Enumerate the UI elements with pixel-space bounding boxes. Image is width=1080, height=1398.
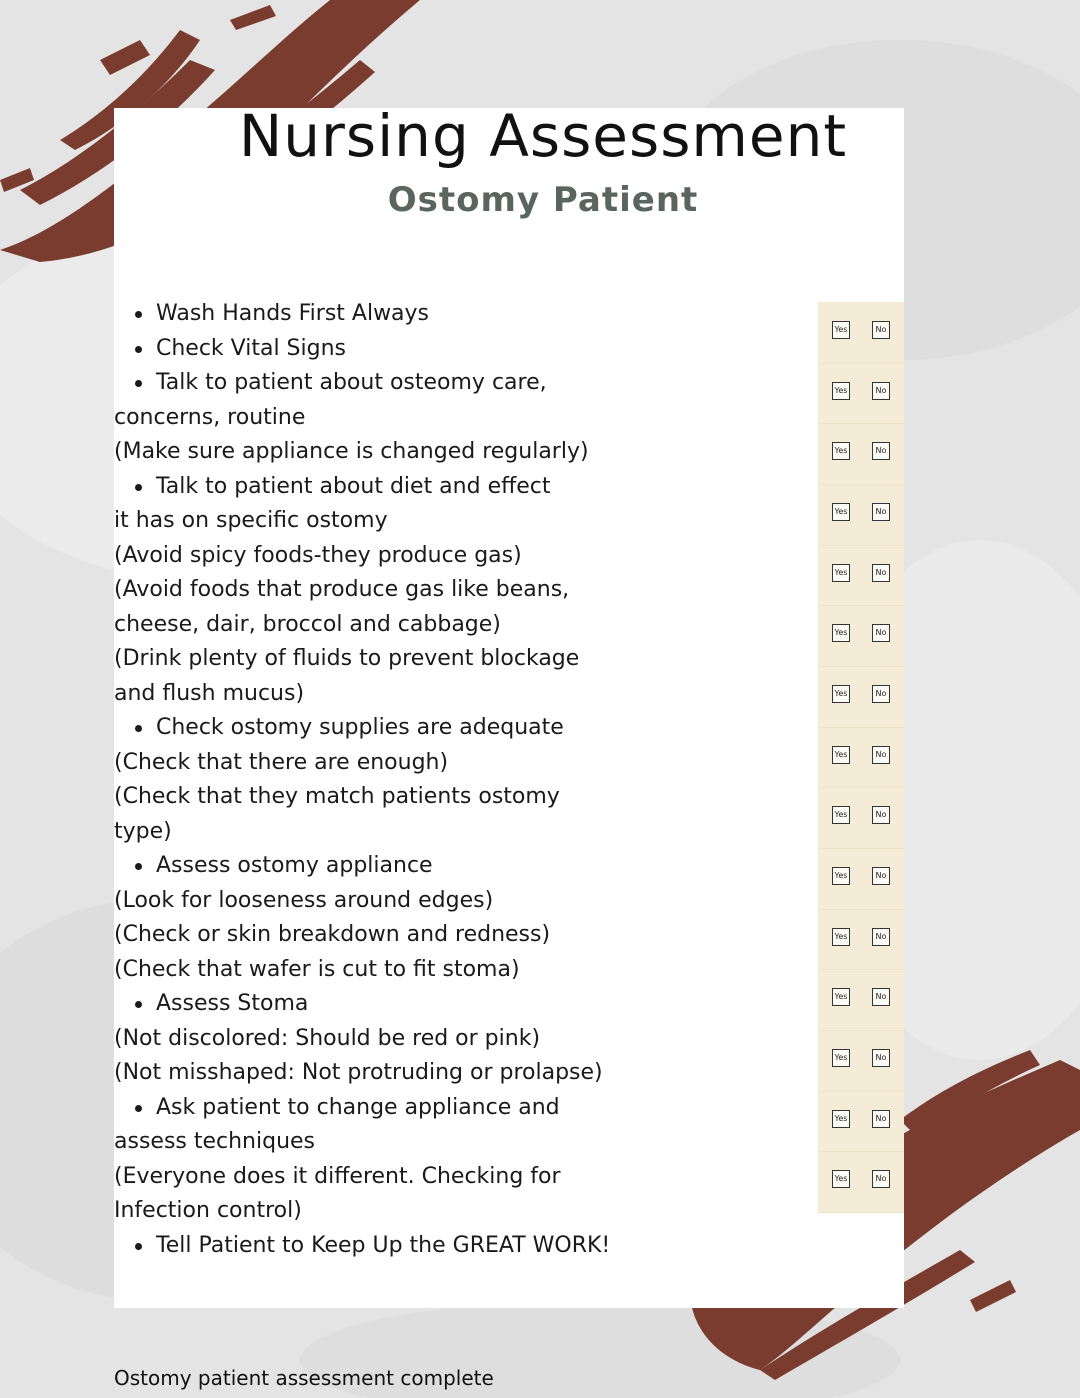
bullet-item: Wash Hands First Always [114,297,814,332]
yes-checkbox[interactable]: Yes [832,321,850,339]
no-checkbox[interactable]: No [872,503,890,521]
yes-checkbox[interactable]: Yes [832,1170,850,1188]
bullet-item: Talk to patient about osteomy care, [114,366,814,401]
bullet-item: Check Vital Signs [114,332,814,367]
yes-checkbox[interactable]: Yes [832,746,850,764]
yes-checkbox[interactable]: Yes [832,685,850,703]
yes-checkbox[interactable]: Yes [832,928,850,946]
note-line: (Drink plenty of fluids to prevent blockage [114,646,580,671]
note-line: and flush mucus) [114,680,305,706]
no-checkbox[interactable]: No [872,806,890,824]
checklist-row [818,666,904,728]
checklist-row [818,787,904,849]
assessment-list [114,297,814,1263]
bullet-item: Tell Patient to Keep Up the GREAT WORK! [114,1229,814,1264]
checklist-row [818,969,904,1031]
note-line: (Check or skin breakdown and redness) [114,922,551,947]
note-line: (Avoid spicy foods-they produce gas) [114,542,522,568]
yes-checkbox[interactable]: Yes [832,442,850,460]
no-checkbox[interactable]: No [872,988,890,1006]
no-checkbox[interactable]: No [872,382,890,400]
checklist-row [818,302,904,364]
bullet-item: Ask patient to change appliance and [114,1091,814,1126]
no-checkbox[interactable]: No [872,928,890,946]
checklist-row [818,1151,904,1213]
checklist-row [818,484,904,546]
no-checkbox[interactable]: No [872,1170,890,1188]
no-checkbox[interactable]: No [872,321,890,339]
note-line: type) [114,818,172,844]
no-checkbox[interactable]: No [872,685,890,703]
yes-checkbox[interactable]: Yes [832,564,850,582]
no-checkbox[interactable]: No [872,564,890,582]
yes-checkbox[interactable]: Yes [832,503,850,521]
bullet-item: Check ostomy supplies are adequate [114,711,814,746]
checklist-row [818,909,904,971]
no-checkbox[interactable]: No [872,867,890,885]
no-checkbox[interactable]: No [872,624,890,642]
checklist-row [818,1091,904,1153]
yes-checkbox[interactable]: Yes [832,624,850,642]
note-line: Infection control) [114,1198,302,1223]
yes-checkbox[interactable]: Yes [832,1110,850,1128]
yes-checkbox[interactable]: Yes [832,382,850,400]
yes-checkbox[interactable]: Yes [832,806,850,824]
note-line: (Check that there are enough) [114,749,449,775]
note-line: it has on specific ostomy [114,508,388,533]
no-checkbox[interactable]: No [872,746,890,764]
checklist-row [818,1030,904,1092]
no-checkbox[interactable]: No [872,1110,890,1128]
note-line: (Not misshaped: Not protruding or prolapse) [114,1060,603,1085]
checklist-row [818,605,904,667]
note-line: (Not discolored: Should be red or pink) [114,1025,541,1051]
note-line: (Check that wafer is cut to fit stoma) [114,956,520,982]
checklist-row [818,363,904,425]
note-line: cheese, dair, broccol and cabbage) [114,611,501,637]
checklist-row [818,423,904,485]
note-line: concerns, routine [114,404,306,430]
checklist-row [818,545,904,607]
page-subtitle: Ostomy Patient [387,180,699,220]
yes-checkbox[interactable]: Yes [832,1049,850,1067]
note-line: (Look for looseness around edges) [114,887,494,913]
checklist-row [818,848,904,910]
no-checkbox[interactable]: No [872,442,890,460]
bullet-item: Talk to patient about diet and effect [114,470,814,505]
yes-checkbox[interactable]: Yes [832,988,850,1006]
note-line: (Check that they match patients ostomy [114,784,560,809]
note-line: (Everyone does it different. Checking for [114,1163,561,1189]
no-checkbox[interactable]: No [872,1049,890,1067]
note-line: (Make sure appliance is changed regularly) [114,439,589,464]
note-line: (Avoid foods that produce gas like beans, [114,577,570,602]
checklist-row [818,727,904,789]
checklist-column [818,302,904,1212]
footer-text: Ostomy patient assessment complete [114,1366,494,1390]
note-line: assess techniques [114,1129,316,1154]
yes-checkbox[interactable]: Yes [832,867,850,885]
bullet-item: Assess ostomy appliance [114,849,814,884]
page-title: Nursing Assessment [238,102,848,170]
bullet-item: Assess Stoma [114,987,814,1022]
